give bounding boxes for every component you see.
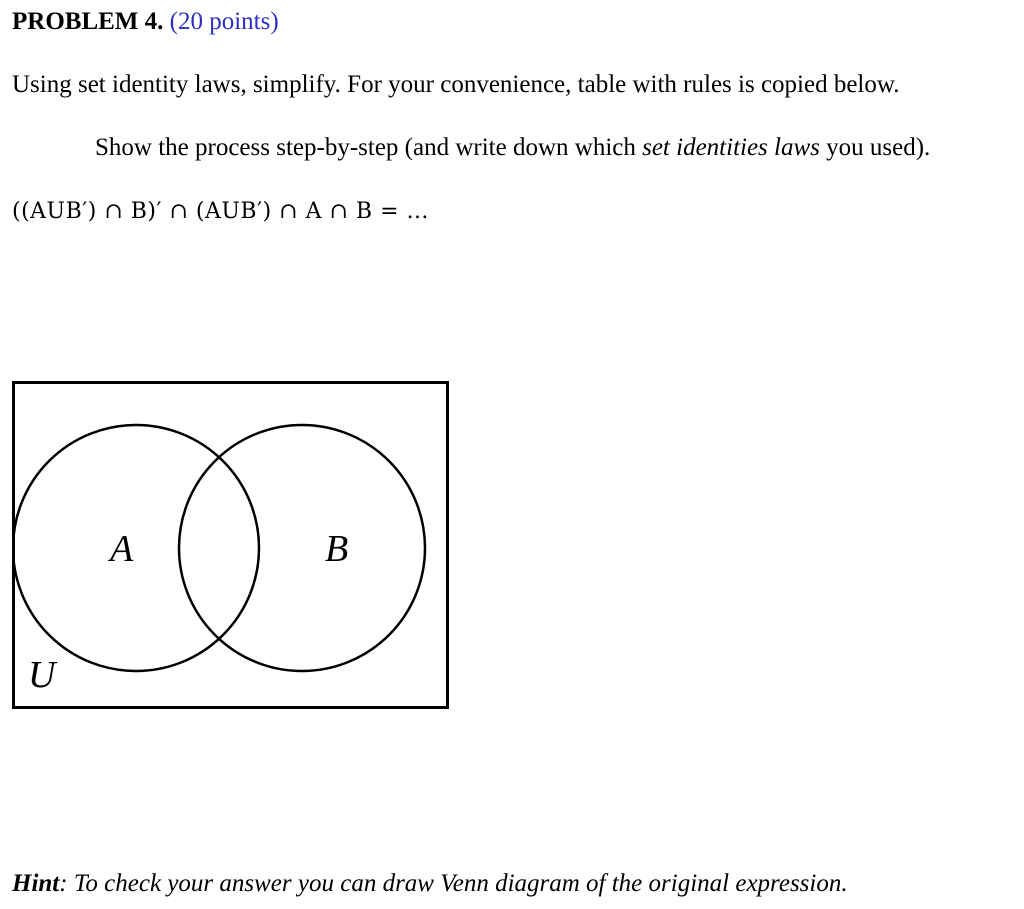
problem-points: (20 points) xyxy=(169,8,279,35)
problem-title xyxy=(12,6,279,38)
universe-box xyxy=(14,383,448,708)
universe-label: U xyxy=(28,654,56,696)
step-note-emphasis: set identities laws xyxy=(642,134,820,161)
hint-text: : To check your answer you can draw Venn diagram of the original expression. xyxy=(59,870,848,897)
step-note-after: you used). xyxy=(819,134,931,161)
hint-label: Hint xyxy=(12,870,60,897)
instructions-text: Using set identity laws, simplify. For your convenience, table with rules is copied below. xyxy=(12,71,900,98)
step-note xyxy=(95,132,930,164)
problem-label: PROBLEM 4. xyxy=(12,8,164,35)
venn-diagram xyxy=(12,381,449,709)
hint xyxy=(12,868,848,900)
set-expression: ((AUB′) ∩ B)′ ∩ (AUB′) ∩ A ∩ B = … xyxy=(12,199,429,224)
set-a-label: A xyxy=(110,528,134,570)
set-a-circle xyxy=(13,425,259,671)
set-b-circle xyxy=(179,425,425,671)
step-note-before: Show the process step-by-step (and write down which xyxy=(95,134,643,161)
set-b-label: B xyxy=(325,528,349,570)
